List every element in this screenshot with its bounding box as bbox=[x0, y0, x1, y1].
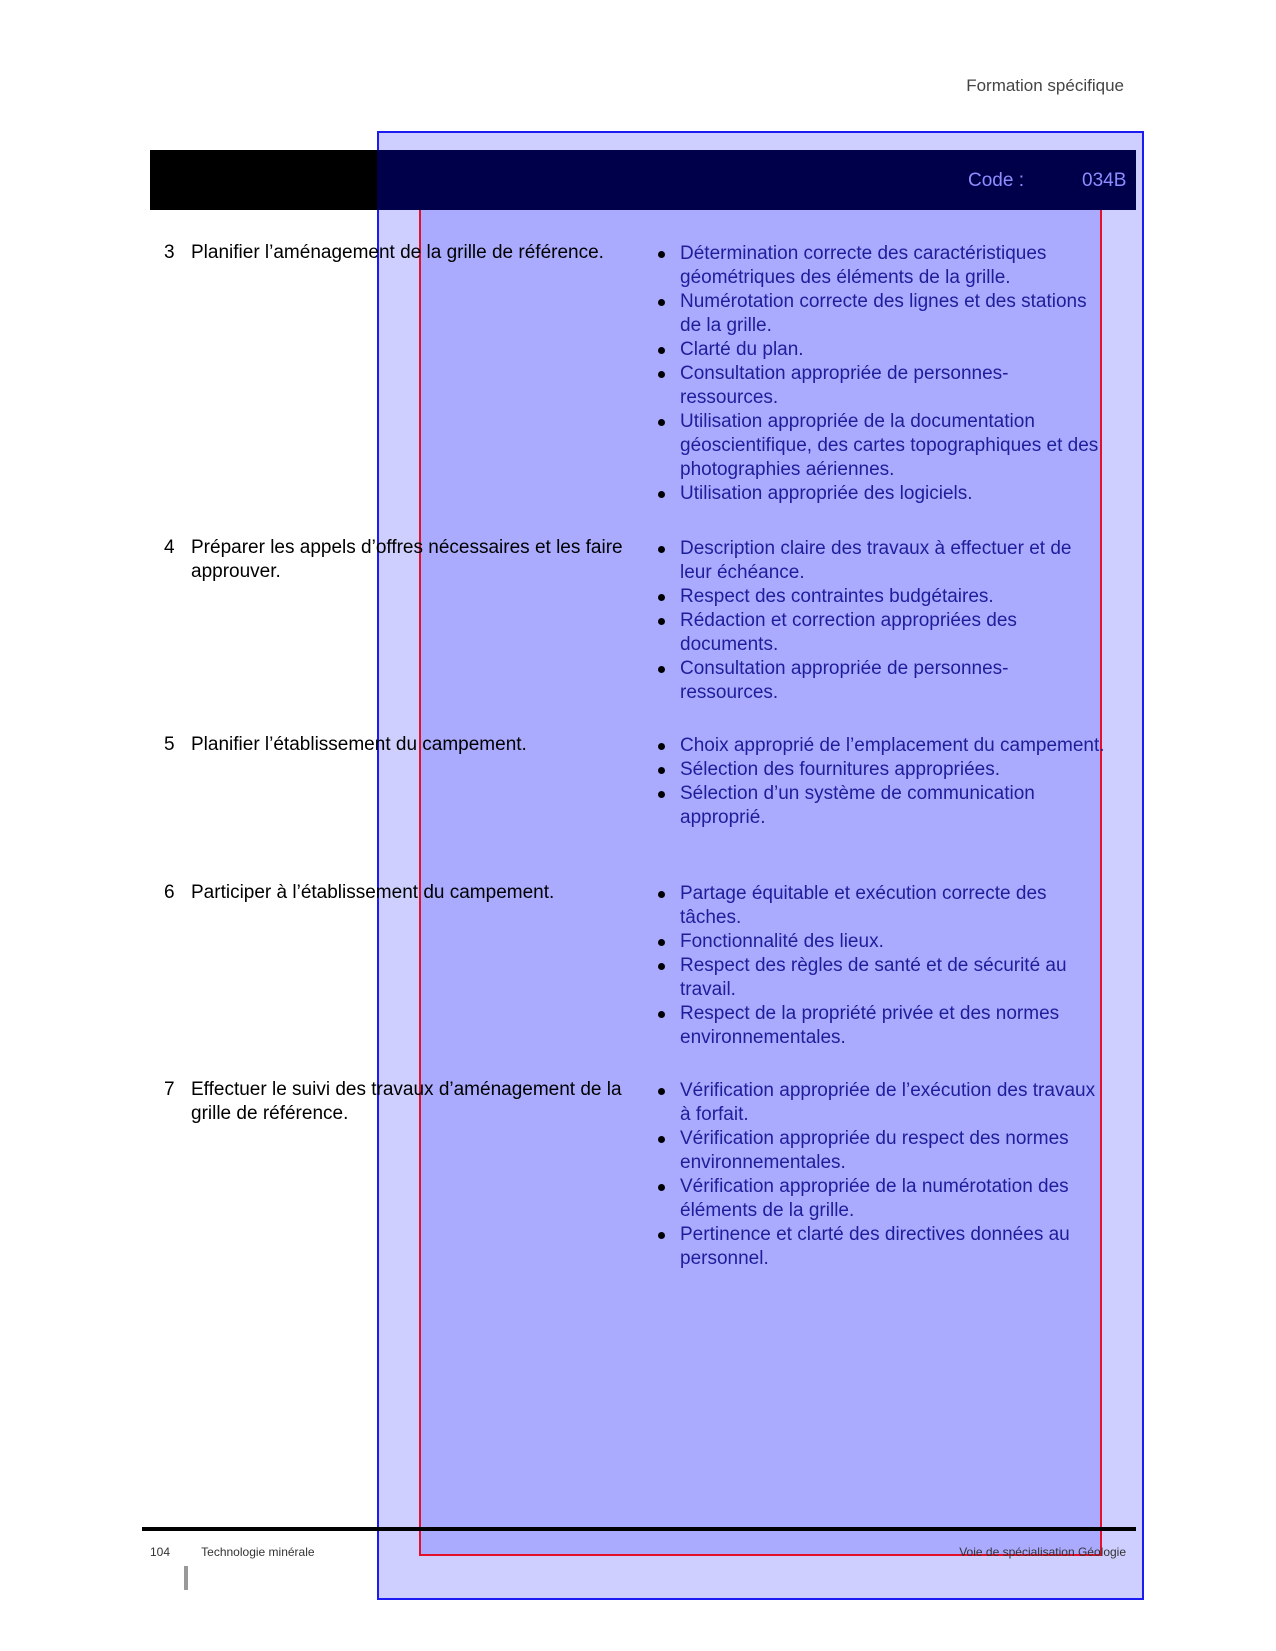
section-task: Préparer les appels d’offres nécessaires et les faire approuver. bbox=[191, 537, 623, 582]
criterion-item: Consultation appropriée de personnes-ressources. bbox=[650, 362, 1105, 410]
footer-right-title: Voie de spécialisation Géologie bbox=[959, 1545, 1126, 1559]
criterion-item: Utilisation appropriée des logiciels. bbox=[650, 482, 1105, 506]
criterion-item: Vérification appropriée de la numérotation des éléments de la grille. bbox=[650, 1175, 1105, 1223]
criterion-item: Sélection des fournitures appropriées. bbox=[650, 758, 1105, 782]
criterion-item: Clarté du plan. bbox=[650, 338, 1105, 362]
margin-mark bbox=[184, 1566, 188, 1590]
criterion-item: Sélection d’un système de communication approprié. bbox=[650, 782, 1105, 830]
section-number: 4 bbox=[164, 537, 175, 558]
section-number: 6 bbox=[164, 882, 175, 903]
page-header-label: Formation spécifique bbox=[966, 76, 1124, 95]
criterion-item: Respect des contraintes budgétaires. bbox=[650, 585, 1105, 609]
section-task: Participer à l’établissement du campement. bbox=[191, 882, 555, 903]
footer-rule bbox=[142, 1527, 1136, 1531]
criteria-list bbox=[650, 882, 1105, 1050]
criteria-list bbox=[650, 1079, 1105, 1271]
criterion-item: Rédaction et correction appropriées des documents. bbox=[650, 609, 1105, 657]
code-value: 034B bbox=[1082, 170, 1127, 191]
criteria-list bbox=[650, 242, 1105, 506]
criterion-item: Partage équitable et exécution correcte des tâches. bbox=[650, 882, 1105, 930]
page-number: 104 bbox=[150, 1545, 171, 1559]
section-number: 7 bbox=[164, 1079, 175, 1100]
criterion-item: Numérotation correcte des lignes et des stations de la grille. bbox=[650, 290, 1105, 338]
criterion-item: Pertinence et clarté des directives données au personnel. bbox=[650, 1223, 1105, 1271]
footer-left bbox=[150, 1545, 315, 1559]
code-label: Code : bbox=[968, 170, 1024, 191]
criteria-list bbox=[650, 734, 1105, 830]
criterion-item: Consultation appropriée de personnes-ressources. bbox=[650, 657, 1105, 705]
criterion-item: Respect des règles de santé et de sécurité au travail. bbox=[650, 954, 1105, 1002]
section-number: 5 bbox=[164, 734, 175, 755]
criterion-item: Choix approprié de l’emplacement du campement. bbox=[650, 734, 1105, 758]
criterion-item: Détermination correcte des caractéristiques géométriques des éléments de la grille. bbox=[650, 242, 1105, 290]
section-task: Effectuer le suivi des travaux d’aménagement de la grille de référence. bbox=[191, 1079, 622, 1124]
criterion-item: Vérification appropriée de l’exécution des travaux à forfait. bbox=[650, 1079, 1105, 1127]
criterion-item: Vérification appropriée du respect des normes environnementales. bbox=[650, 1127, 1105, 1175]
section-number: 3 bbox=[164, 242, 175, 263]
section-task: Planifier l’établissement du campement. bbox=[191, 734, 527, 755]
criterion-item: Respect de la propriété privée et des normes environnementales. bbox=[650, 1002, 1105, 1050]
criterion-item: Utilisation appropriée de la documentation géoscientifique, des cartes topographiques et des photographies aériennes. bbox=[650, 410, 1105, 482]
criterion-item: Fonctionnalité des lieux. bbox=[650, 930, 1105, 954]
footer-left-title: Technologie minérale bbox=[201, 1545, 315, 1559]
criteria-list bbox=[650, 537, 1105, 705]
criterion-item: Description claire des travaux à effectuer et de leur échéance. bbox=[650, 537, 1105, 585]
section-task: Planifier l’aménagement de la grille de référence. bbox=[191, 242, 604, 263]
